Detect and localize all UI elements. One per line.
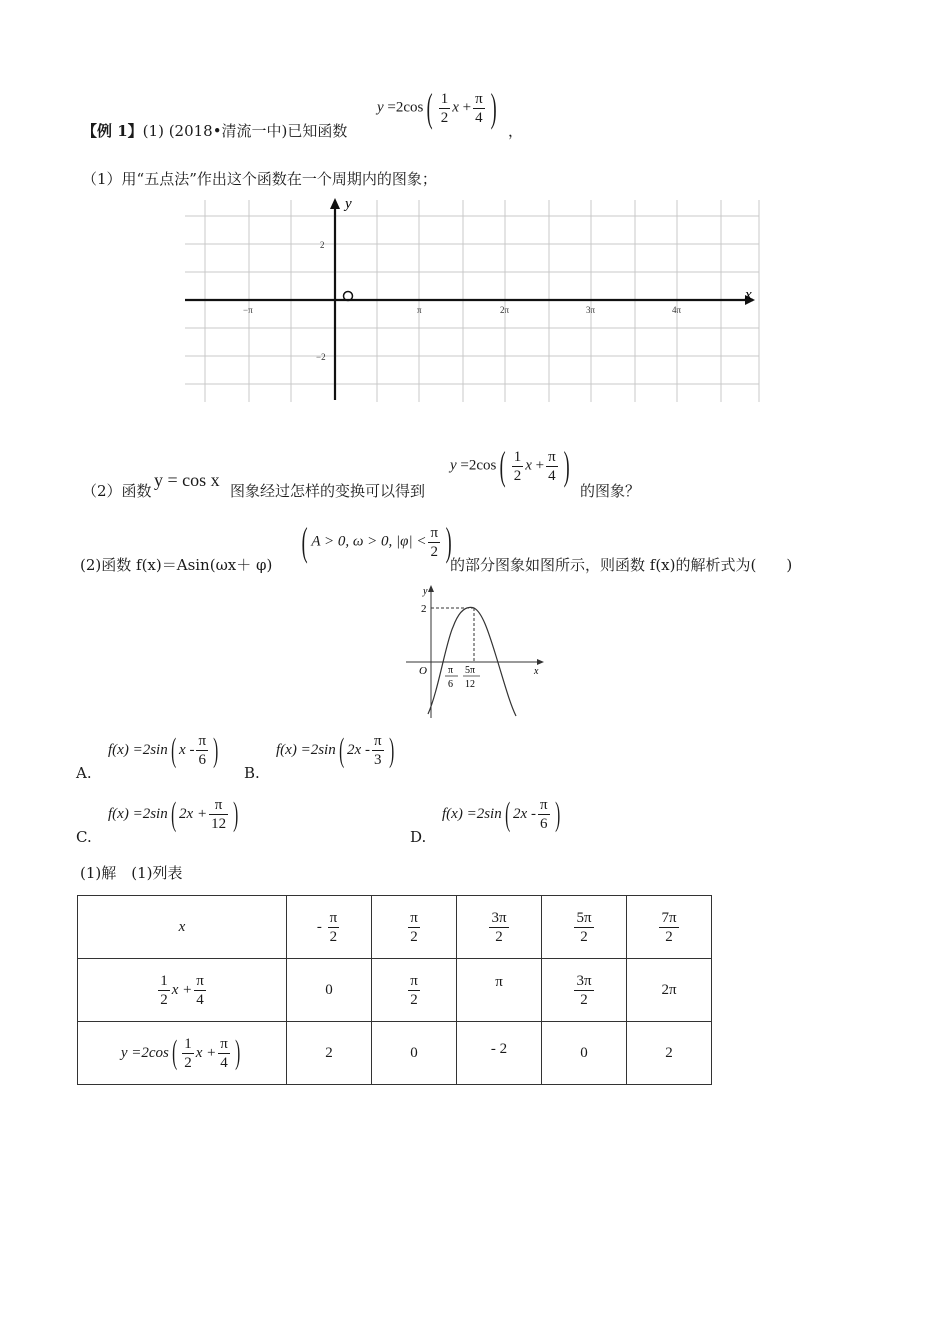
frac-num: 1	[160, 972, 168, 989]
frac-den: 2	[430, 543, 439, 560]
y-axis-arrow	[330, 198, 340, 209]
cell-frac	[574, 909, 593, 946]
row-header-y	[78, 1022, 287, 1085]
graph-origin-label: O	[419, 665, 427, 677]
part2-prefix: （2）函数	[82, 482, 152, 500]
frac-num: π	[475, 90, 483, 107]
table-row-angle	[78, 959, 712, 1022]
part2-target-function	[450, 443, 573, 488]
option-b-label: B.	[244, 764, 260, 782]
frac-num: π	[410, 972, 418, 989]
cell-frac	[408, 972, 420, 1009]
y-axis-label: y	[345, 196, 352, 212]
tick-pi: π	[417, 305, 422, 315]
table-cell	[457, 959, 542, 1022]
frac-den: 2	[580, 928, 588, 945]
graph-x2-den: 12	[465, 679, 475, 690]
table-row-x	[78, 896, 712, 959]
frac-den: 3	[373, 752, 382, 768]
frac-den: 2	[184, 1054, 192, 1071]
frac-den: 2	[665, 928, 673, 945]
table-cell: 2π	[627, 959, 712, 1022]
frac-den: 2	[410, 991, 418, 1008]
frac-num: π	[410, 909, 418, 926]
frac-num: π	[198, 733, 207, 749]
frac-den: 4	[475, 109, 483, 126]
func-eq: =2cos	[387, 99, 424, 116]
option-a-formula	[108, 732, 221, 769]
func-frac-pi4	[546, 448, 558, 485]
part2-cosx: y = cos x	[154, 470, 220, 490]
example-label: 【例 1】	[82, 122, 143, 140]
x-tick-labels	[243, 305, 682, 315]
formula-head: f(x) =2sin	[276, 741, 336, 758]
func-frac-half	[439, 90, 451, 127]
q2-condition	[298, 519, 455, 564]
graph-x1-den: 6	[448, 679, 453, 690]
part1-text: （1）用“五点法”作出这个函数在一个周期内的图象；	[82, 170, 437, 188]
table-cell: 0	[287, 959, 372, 1022]
graph-x2-num: 5π	[465, 665, 476, 676]
frac-den: 6	[198, 752, 206, 768]
frac-num: 1	[184, 1035, 192, 1052]
frac-num: 3π	[491, 909, 507, 926]
func-plus: +	[535, 457, 545, 474]
frac-den: 2	[440, 109, 449, 126]
cell-frac	[158, 972, 170, 1009]
frac-den: 2	[410, 928, 418, 945]
example-label-line	[82, 120, 347, 141]
y-axis-arrow	[428, 585, 434, 592]
cell-frac	[408, 909, 420, 946]
table-cell: 0	[542, 1022, 627, 1085]
x-axis-label: x	[745, 287, 752, 303]
right-paren: )	[233, 795, 239, 833]
q2-prefix: (2)函数 f(x)＝Asin(ωx＋ φ)	[80, 556, 273, 574]
frac-num: π	[209, 796, 228, 815]
formula-inner: 2x -	[513, 805, 536, 822]
table-cell	[287, 896, 372, 959]
frac-num: π	[196, 972, 204, 989]
frac-num: π	[430, 524, 439, 541]
table-cell: 2	[627, 1022, 712, 1085]
frac-den: 4	[196, 991, 204, 1008]
table-cell	[457, 896, 542, 959]
table-cell	[627, 896, 712, 959]
frac-num: π	[539, 797, 548, 813]
frac-den: 4	[220, 1054, 228, 1071]
right-paren: )	[445, 519, 452, 564]
cell-sign: -	[316, 918, 322, 935]
table-cell	[542, 896, 627, 959]
q2-suffix: 的部分图象如图所示，则函数 f(x)的解析式为( )	[450, 556, 793, 574]
left-paren: (	[171, 1034, 178, 1071]
table-row-y	[78, 1022, 712, 1085]
frac-den: 12	[211, 816, 227, 832]
cell-frac	[218, 1035, 230, 1072]
frac-num: π	[548, 448, 556, 465]
right-paren: )	[388, 731, 394, 769]
graph-y-label: y	[423, 586, 428, 597]
option-a-label: A.	[76, 764, 92, 782]
solution-table	[77, 895, 712, 1085]
example-intro: (1) (2018•清流一中)已知函数	[142, 122, 348, 140]
frac-num: π	[373, 733, 382, 749]
cell-frac	[489, 909, 508, 946]
table-cell	[372, 959, 457, 1022]
formula-inner: x -	[179, 741, 195, 758]
left-paren: (	[301, 519, 308, 564]
cell-frac	[328, 909, 340, 946]
graph-max-label: 2	[421, 603, 427, 615]
condition-text: A > 0, ω > 0, |φ| <	[311, 533, 427, 550]
left-paren: (	[170, 731, 176, 769]
table-cell	[542, 959, 627, 1022]
formula-inner: 2x +	[179, 805, 208, 822]
option-c-label: C.	[76, 828, 92, 846]
table-cell: 0	[372, 1022, 457, 1085]
tick-3pi: 3π	[586, 305, 596, 315]
formula-frac	[209, 796, 228, 833]
option-c-formula	[108, 796, 241, 833]
part2-suffix: 的图象？	[580, 482, 641, 500]
right-paren: )	[554, 795, 560, 833]
frac-den: 6	[539, 816, 548, 832]
row-header-angle	[78, 959, 287, 1022]
sine-partial-graph	[398, 582, 548, 722]
part2-middle: 图象经过怎样的变换可以得到	[230, 482, 426, 500]
frac-num: 1	[440, 90, 449, 107]
func-y: y	[377, 99, 384, 116]
head-y: y =2cos	[120, 1044, 169, 1061]
formula-head: f(x) =2sin	[442, 805, 502, 822]
left-paren: (	[170, 795, 176, 833]
frac-num: 3π	[576, 972, 592, 989]
frac-num: 5π	[576, 909, 592, 926]
head-x: x +	[195, 1044, 217, 1061]
tick-4pi: 4π	[672, 305, 682, 315]
frac-num: 7π	[661, 909, 677, 926]
cell-frac	[574, 972, 593, 1009]
table-cell	[372, 896, 457, 959]
coordinate-grid	[175, 192, 765, 404]
func-frac-half	[512, 448, 524, 485]
frac-num: 1	[513, 448, 522, 465]
formula-frac	[196, 732, 208, 769]
frac-den: 4	[548, 467, 556, 484]
right-paren: )	[234, 1034, 241, 1071]
right-paren: )	[490, 85, 497, 130]
cell-frac	[182, 1035, 194, 1072]
frac-den: 2	[495, 928, 503, 945]
left-paren: (	[500, 443, 507, 488]
option-b-formula	[276, 732, 397, 769]
graph-x-label: x	[534, 666, 539, 677]
x-label: x	[178, 918, 186, 935]
func-x: x	[452, 99, 459, 116]
row-header-x	[78, 896, 287, 959]
option-d-formula	[442, 796, 563, 833]
tick-2pi: 2π	[500, 305, 510, 315]
formula-head: f(x) =2sin	[108, 741, 168, 758]
func-x: x	[525, 457, 532, 474]
condition-frac	[428, 524, 440, 561]
solution-heading: (1)解 (1)列表	[80, 864, 183, 882]
right-paren: )	[563, 443, 570, 488]
example-function	[377, 85, 500, 130]
frac-den: 2	[513, 467, 522, 484]
formula-frac	[538, 796, 550, 833]
cell-value: π	[495, 973, 503, 990]
frac-den: 2	[580, 991, 588, 1008]
tick-y-neg2: −2	[316, 352, 326, 362]
cell-frac	[659, 909, 678, 946]
func-eq: =2cos	[460, 457, 497, 474]
func-plus: +	[462, 99, 472, 116]
left-paren: (	[338, 731, 344, 769]
frac-den: 2	[160, 991, 168, 1008]
func-y: y	[450, 457, 457, 474]
frac-num: π	[329, 909, 338, 926]
func-frac-pi4	[473, 90, 485, 127]
cell-frac	[194, 972, 206, 1009]
table-cell	[457, 1022, 542, 1085]
frac-den: 2	[329, 928, 338, 945]
graph-x1-num: π	[448, 665, 454, 676]
cell-value: - 2	[490, 1040, 508, 1057]
tick-neg-pi: −π	[243, 305, 253, 315]
left-paren: (	[504, 795, 510, 833]
formula-frac	[372, 732, 384, 769]
tick-y-2: 2	[320, 240, 325, 250]
right-paren: )	[213, 731, 219, 769]
head-x: x +	[171, 981, 193, 998]
table-cell: 2	[287, 1022, 372, 1085]
option-d-label: D.	[410, 828, 427, 846]
formula-inner: 2x -	[347, 741, 370, 758]
example-comma: ，	[508, 122, 524, 140]
formula-head: f(x) =2sin	[108, 805, 168, 822]
x-axis-arrow	[537, 659, 544, 665]
left-paren: (	[427, 85, 434, 130]
frac-num: π	[220, 1035, 228, 1052]
